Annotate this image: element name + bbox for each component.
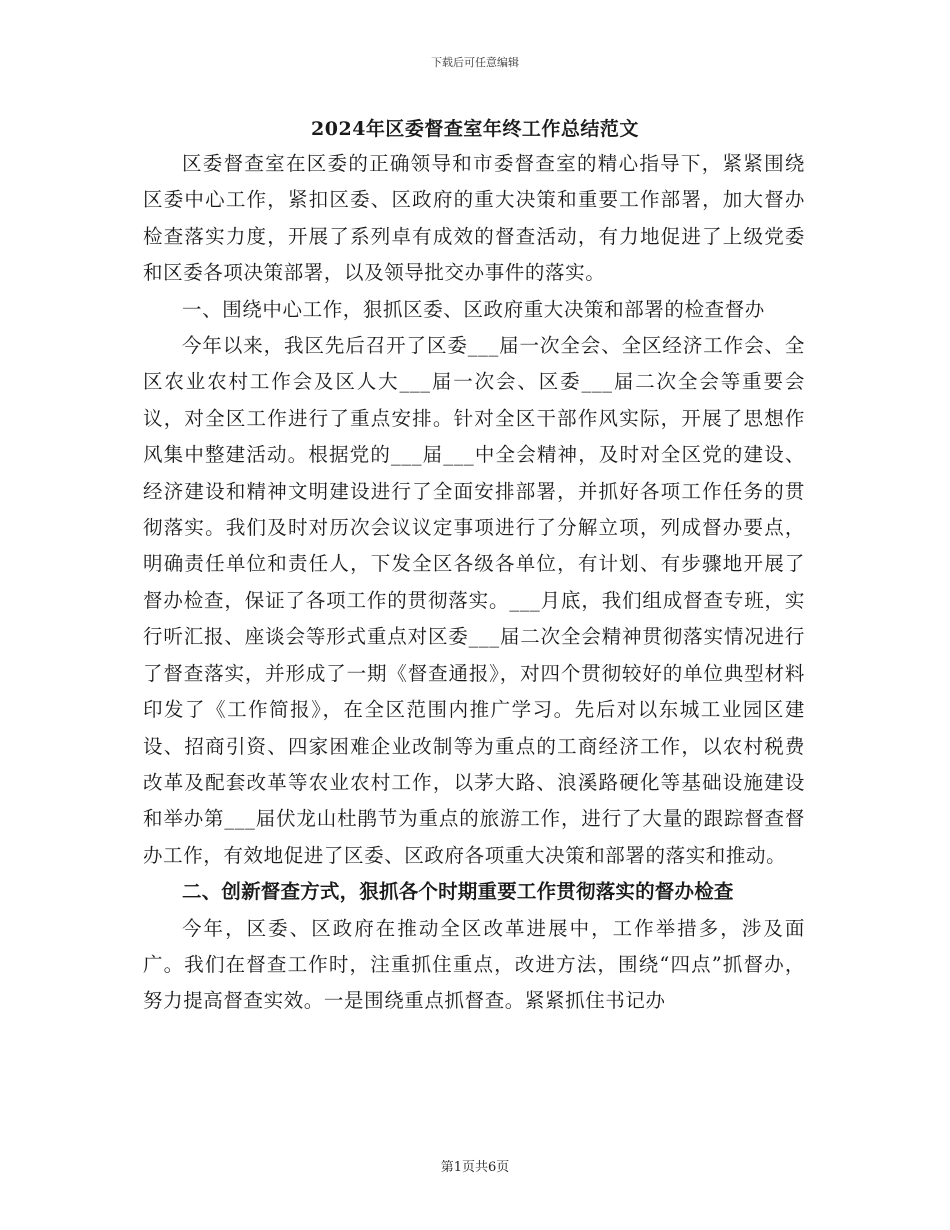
page-number: 第1页共6页	[440, 1160, 510, 1175]
paragraph-section-1: 今年以来，我区先后召开了区委___届一次全会、全区经济工作会、全区农业农村工作会及区人大___届一次会、区委___届二次全会等重要会议，对全区工作进行了重点安排。针对全区干部作风实际，开展了思想作风集中整建活动。根据党的___届___中全会精神，及时对全区党的建设、经济建设和精神文明建设进行了全面安排部署，并抓好各项工作任务的贯彻落实。我们及时对历次会议议定事项进行了分解立项，列成督办要点，明确责任单位和责任人，下发全区各级各单位，有计划、有步骤地开展了督办检查，保证了各项工作的贯彻落实。___月底，我们组成督查专班，实行听汇报、座谈会等形式重点对区委___届二次全会精神贯彻落实情况进行了督查落实，并形成了一期《督查通报》，对四个贯彻较好的单位典型材料印发了《工作简报》，在全区范围内推广学习。先后对以东城工业园区建设、招商引资、四家困难企业改制等为重点的工商经济工作，以农村税费改革及配套改革等农业农村工作，以茅大路、浪溪路硬化等基础设施建设和举办第___届伏龙山杜鹃节为重点的旅游工作，进行了大量的跟踪督查督办工作，有效地促进了区委、区政府各项重大决策和部署的落实和推动。	[143, 334, 805, 867]
section-heading-1: 一、围绕中心工作，狠抓区委、区政府重大决策和部署的检查督办	[182, 297, 765, 321]
paragraph-section-2: 今年，区委、区政府在推动全区改革进展中，工作举措多，涉及面广。我们在督查工作时，注重抓住重点，改进方法，围绕“四点”抓督办，努力提高督查实效。一是围绕重点抓督查。紧紧抓住书记办	[143, 916, 805, 1013]
section-heading-2: 二、创新督查方式，狠抓各个时期重要工作贯彻落实的督办检查	[182, 880, 734, 904]
header-note: 下载后可任意编辑	[431, 56, 519, 69]
paragraph-intro: 区委督查室在区委的正确领导和市委督查室的精心指导下，紧紧围绕区委中心工作，紧扣区委、区政府的重大决策和重要工作部署，加大督办检查落实力度，开展了系列卓有成效的督查活动，有力地促进了上级党委和区委各项决策部署，以及领导批交办事件的落实。	[143, 152, 805, 285]
document-body	[143, 146, 805, 1020]
document-title: 2024年区委督查室年终工作总结范文	[311, 118, 639, 140]
